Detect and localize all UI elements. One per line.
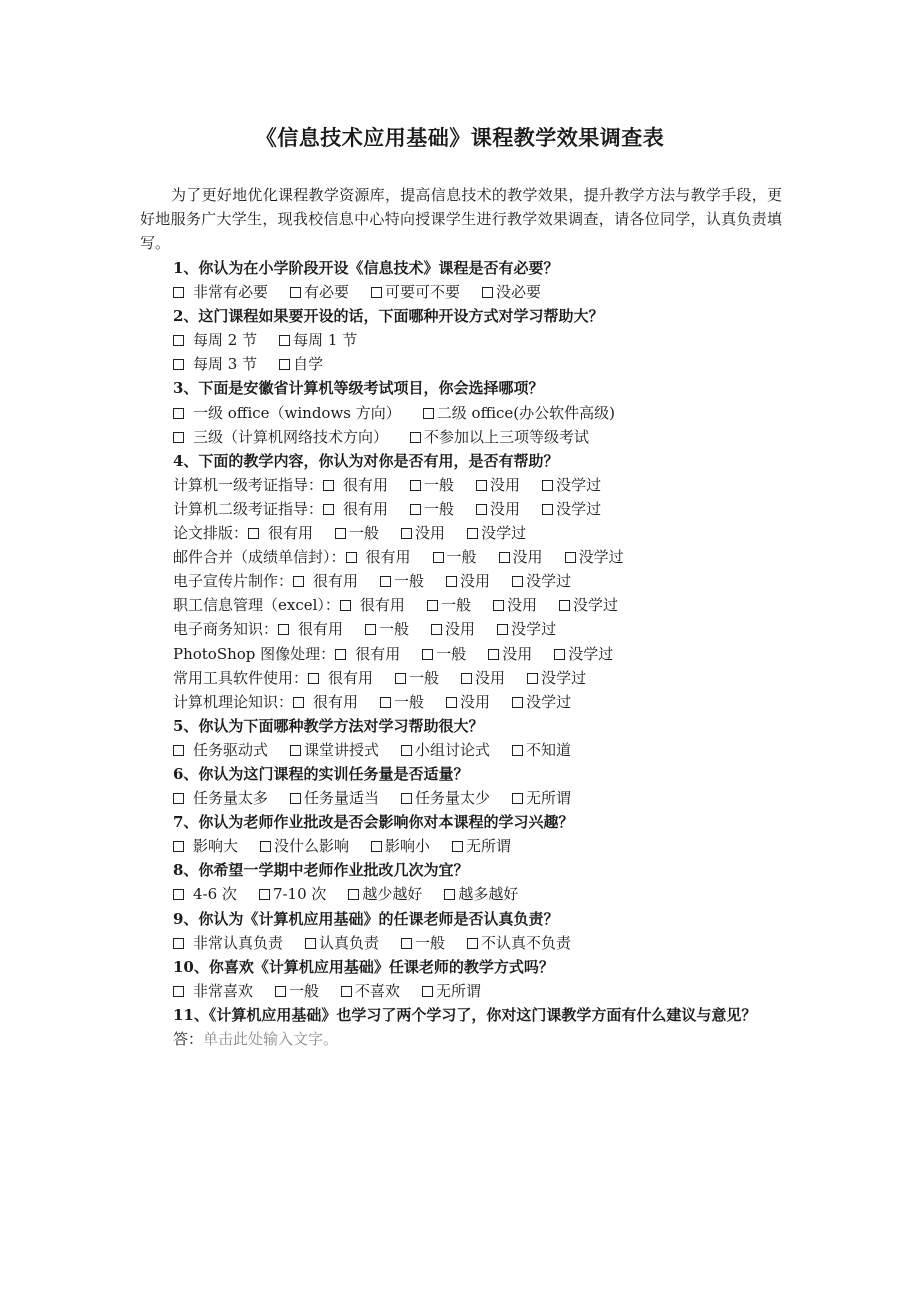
checkbox[interactable] (499, 552, 510, 563)
option-label: 很有用 (343, 475, 389, 494)
checkbox[interactable] (423, 408, 434, 419)
rating-row (173, 497, 793, 521)
checkbox[interactable] (410, 480, 421, 491)
option-row (173, 401, 793, 425)
checkbox[interactable] (173, 432, 184, 443)
option-label: 每周 3 节 (193, 355, 258, 374)
checkbox[interactable] (173, 745, 184, 756)
option[interactable] (173, 401, 401, 425)
question-text: 8、你希望一学期中老师作业批改几次为宜？ (173, 861, 469, 880)
checkbox[interactable] (323, 504, 334, 515)
checkbox[interactable] (275, 986, 286, 997)
checkbox[interactable] (427, 600, 438, 611)
rating-row (173, 545, 793, 569)
option[interactable] (173, 280, 268, 304)
option-label: 每周 2 节 (193, 331, 258, 350)
option-label: 没学过 (578, 548, 624, 567)
option[interactable] (410, 425, 589, 449)
option[interactable] (173, 834, 238, 858)
rating-row (173, 617, 793, 641)
option-label: 没用 (490, 499, 521, 518)
option-label: 没学过 (572, 596, 618, 615)
rating-row (173, 593, 793, 617)
option-label: 一般 (424, 475, 455, 494)
checkbox[interactable] (173, 986, 184, 997)
checkbox[interactable] (542, 504, 553, 515)
option[interactable] (259, 882, 326, 906)
option-label: 没用 (475, 668, 506, 687)
option[interactable] (452, 834, 511, 858)
option[interactable] (476, 473, 520, 497)
option[interactable] (433, 545, 477, 569)
option-row (173, 280, 793, 304)
option-label: 无所谓 (466, 837, 512, 856)
option[interactable] (341, 979, 400, 1003)
option-label: 一般 (440, 596, 471, 615)
checkbox[interactable] (173, 287, 184, 298)
checkbox[interactable] (422, 986, 433, 997)
option[interactable] (279, 352, 323, 376)
option-label: 一般 (289, 981, 320, 1000)
option-row (173, 786, 793, 810)
option-label: 可要可不要 (385, 283, 461, 302)
rating-row (173, 690, 793, 714)
option[interactable] (293, 690, 358, 714)
option-label: 无所谓 (436, 981, 482, 1000)
option[interactable] (173, 882, 237, 906)
option-label: 很有用 (313, 572, 359, 591)
checkbox[interactable] (444, 889, 455, 900)
option-label: 一般 (379, 620, 410, 639)
checkbox[interactable] (380, 576, 391, 587)
rating-label: 邮件合并（成绩单信封）： (173, 548, 346, 567)
option-label: 不参加以上三项等级考试 (424, 427, 590, 446)
rating-label: PhotoShop 图像处理： (173, 644, 336, 663)
option-label: 不认真不负责 (481, 933, 572, 952)
checkbox[interactable] (279, 335, 290, 346)
option[interactable] (365, 617, 409, 641)
option-label: 一般 (349, 524, 380, 543)
option-row (173, 352, 793, 376)
checkbox[interactable] (278, 624, 289, 635)
checkbox[interactable] (341, 986, 352, 997)
checkbox[interactable] (401, 938, 412, 949)
option[interactable] (410, 497, 454, 521)
checkbox[interactable] (476, 480, 487, 491)
option[interactable] (401, 521, 445, 545)
option[interactable] (173, 738, 268, 762)
rating-row (173, 642, 793, 666)
option[interactable] (371, 834, 430, 858)
option[interactable] (497, 617, 556, 641)
checkbox[interactable] (461, 673, 472, 684)
option[interactable] (173, 425, 388, 449)
checkbox[interactable] (527, 673, 538, 684)
option[interactable] (467, 931, 571, 955)
option-label: 没什么影响 (274, 837, 350, 856)
option-row (173, 425, 793, 449)
option-label: 没用 (460, 692, 491, 711)
option[interactable] (346, 545, 411, 569)
rating-row (173, 569, 793, 593)
checkbox[interactable] (173, 889, 184, 900)
option-label: 很有用 (359, 596, 405, 615)
checkbox[interactable] (467, 938, 478, 949)
option-label: 没学过 (568, 644, 614, 663)
intro-paragraph: 为了更好地优化课程教学资源库，提高信息技术的教学效果，提升教学方法与教学手段，更好地服务广大学生，现我校信息中心特向授课学生进行教学效果调查，请各位同学，认真负责填写。 (140, 186, 782, 252)
option[interactable] (260, 834, 349, 858)
option-label: 没学过 (556, 499, 602, 518)
answer-row (173, 1027, 793, 1051)
question-text: 5、你认为下面哪种教学方法对学习帮助很大？ (173, 716, 484, 735)
checkbox[interactable] (512, 697, 523, 708)
option[interactable] (527, 666, 586, 690)
checkbox[interactable] (308, 673, 319, 684)
option[interactable] (423, 401, 615, 425)
checkbox[interactable] (173, 359, 184, 370)
answer-input[interactable]: 单击此处输入文字。 (203, 1030, 339, 1048)
option-label: 越多越好 (458, 885, 519, 904)
option-label: 很有用 (313, 692, 359, 711)
checkbox[interactable] (497, 624, 508, 635)
checkbox[interactable] (401, 745, 412, 756)
option[interactable] (565, 545, 624, 569)
checkbox[interactable] (305, 938, 316, 949)
option-label: 一般 (424, 499, 455, 518)
rating-label: 计算机一级考证指导： (173, 475, 324, 494)
option-label: 没用 (506, 596, 537, 615)
option-label: 没必要 (496, 283, 542, 302)
checkbox[interactable] (512, 793, 523, 804)
checkbox[interactable] (401, 793, 412, 804)
option[interactable] (371, 280, 460, 304)
option[interactable] (335, 642, 400, 666)
question-text: 7、你认为老师作业批改是否会影响你对本课程的学习兴趣？ (173, 813, 574, 832)
option[interactable] (542, 473, 601, 497)
checkbox[interactable] (431, 624, 442, 635)
option[interactable] (173, 786, 268, 810)
option[interactable] (467, 521, 526, 545)
checkbox[interactable] (248, 528, 259, 539)
checkbox[interactable] (512, 745, 523, 756)
option-label: 不知道 (526, 740, 572, 759)
checkbox[interactable] (293, 576, 304, 587)
option-label: 一般 (415, 933, 446, 952)
rating-row (173, 521, 793, 545)
option-label: 非常认真负责 (193, 933, 284, 952)
rating-label: 计算机理论知识： (173, 692, 294, 711)
question-text: 4、下面的教学内容，你认为对你是否有用，是否有帮助？ (173, 451, 559, 470)
checkbox[interactable] (482, 287, 493, 298)
option-label: 没用 (502, 644, 533, 663)
rating-label: 常用工具软件使用： (173, 668, 309, 687)
option-label: 没用 (415, 524, 446, 543)
option-label: 没用 (445, 620, 476, 639)
checkbox[interactable] (422, 649, 433, 660)
option[interactable] (461, 666, 505, 690)
option[interactable] (173, 352, 257, 376)
option[interactable] (380, 569, 424, 593)
checkbox[interactable] (260, 841, 271, 852)
checkbox[interactable] (371, 841, 382, 852)
question-text: 3、下面是安徽省计算机等级考试项目，你会选择哪项？ (173, 379, 544, 398)
option-label: 一般 (394, 692, 425, 711)
checkbox[interactable] (290, 287, 301, 298)
checkbox[interactable] (410, 432, 421, 443)
option[interactable] (248, 521, 313, 545)
option-label: 没学过 (541, 668, 587, 687)
checkbox[interactable] (173, 841, 184, 852)
option[interactable] (380, 690, 424, 714)
option-label: 任务驱动式 (193, 740, 269, 759)
option[interactable] (323, 497, 388, 521)
option[interactable] (340, 593, 405, 617)
option-label: 没学过 (481, 524, 527, 543)
option-label: 没学过 (526, 572, 572, 591)
checkbox[interactable] (323, 480, 334, 491)
rating-label: 职工信息管理（excel）： (173, 596, 340, 615)
option[interactable] (512, 690, 571, 714)
checkbox[interactable] (173, 793, 184, 804)
checkbox[interactable] (554, 649, 565, 660)
checkbox[interactable] (340, 600, 351, 611)
option[interactable] (476, 497, 520, 521)
option-label: 一般 (446, 548, 477, 567)
checkbox[interactable] (476, 504, 487, 515)
answer-label: 答： (173, 1030, 204, 1048)
option[interactable] (323, 473, 388, 497)
option[interactable] (431, 617, 475, 641)
option[interactable] (512, 569, 571, 593)
option-label: 没学过 (556, 475, 602, 494)
checkbox[interactable] (542, 480, 553, 491)
option[interactable] (542, 497, 601, 521)
option[interactable] (493, 593, 537, 617)
option[interactable] (427, 593, 471, 617)
option-label: 很有用 (268, 524, 314, 543)
checkbox[interactable] (410, 504, 421, 515)
option-label: 很有用 (328, 668, 374, 687)
checkbox[interactable] (293, 697, 304, 708)
checkbox[interactable] (401, 528, 412, 539)
option-label: 很有用 (365, 548, 411, 567)
checkbox[interactable] (512, 576, 523, 587)
option[interactable] (401, 786, 490, 810)
question-text: 1、你认为在小学阶段开设《信息技术》课程是否有必要？ (173, 259, 559, 277)
option[interactable] (348, 882, 422, 906)
option-label: 无所谓 (526, 789, 572, 808)
option[interactable] (279, 328, 357, 352)
option-label: 不喜欢 (355, 981, 401, 1000)
checkbox[interactable] (290, 745, 301, 756)
rating-label: 电子商务知识： (173, 620, 279, 639)
checkbox[interactable] (335, 528, 346, 539)
rating-label: 电子宣传片制作： (173, 572, 294, 591)
option[interactable] (275, 979, 319, 1003)
option[interactable] (559, 593, 618, 617)
checkbox[interactable] (452, 841, 463, 852)
option-label: 4-6 次 (193, 885, 237, 904)
option-label: 小组讨论式 (415, 740, 491, 759)
option[interactable] (446, 569, 490, 593)
page-title: 《信息技术应用基础》课程教学效果调查表 (255, 125, 665, 150)
option-row (173, 834, 793, 858)
option[interactable] (410, 473, 454, 497)
option[interactable] (278, 617, 343, 641)
question-list (173, 256, 793, 1051)
option[interactable] (290, 738, 379, 762)
option[interactable] (173, 931, 283, 955)
option[interactable] (293, 569, 358, 593)
option-label: 非常有必要 (193, 283, 269, 302)
option-label: 认真负责 (319, 933, 380, 952)
option[interactable] (512, 738, 571, 762)
option[interactable] (446, 690, 490, 714)
option-label: 自学 (293, 355, 324, 374)
option[interactable] (554, 642, 613, 666)
question-text: 11、《计算机应用基础》也学习了两个学习了，你对这门课教学方面有什么建议与意见？ (173, 1005, 757, 1024)
option[interactable] (444, 882, 518, 906)
option[interactable] (512, 786, 571, 810)
option[interactable] (290, 786, 379, 810)
checkbox[interactable] (290, 793, 301, 804)
option-label: 一般 (436, 644, 467, 663)
option[interactable] (173, 328, 257, 352)
checkbox[interactable] (565, 552, 576, 563)
option-label: 没学过 (511, 620, 557, 639)
rating-label: 论文排版： (173, 524, 249, 543)
checkbox[interactable] (446, 576, 457, 587)
question-text: 9、你认为《计算机应用基础》的任课老师是否认真负责？ (173, 909, 559, 928)
rating-row (173, 473, 793, 497)
checkbox[interactable] (365, 624, 376, 635)
option-label: 没学过 (526, 692, 572, 711)
option[interactable] (395, 666, 439, 690)
option-label: 影响小 (385, 837, 431, 856)
option[interactable] (422, 979, 481, 1003)
option-label: 课堂讲授式 (304, 740, 380, 759)
checkbox[interactable] (446, 697, 457, 708)
option-label: 很有用 (343, 499, 389, 518)
option[interactable] (422, 642, 466, 666)
checkbox[interactable] (493, 600, 504, 611)
option-label: 任务量太多 (193, 789, 269, 808)
checkbox[interactable] (335, 649, 346, 660)
option[interactable] (401, 931, 445, 955)
option-label: 有必要 (304, 283, 350, 302)
checkbox[interactable] (173, 408, 184, 419)
option[interactable] (482, 280, 541, 304)
checkbox[interactable] (467, 528, 478, 539)
option-label: 每周 1 节 (293, 331, 358, 350)
checkbox[interactable] (559, 600, 570, 611)
option-label: 7-10 次 (272, 885, 327, 904)
option-label: 越少越好 (362, 885, 423, 904)
checkbox[interactable] (173, 335, 184, 346)
option-label: 任务量适当 (304, 789, 380, 808)
option[interactable] (173, 979, 253, 1003)
option-label: 一般 (409, 668, 440, 687)
option-label: 没用 (460, 572, 491, 591)
rating-row (173, 666, 793, 690)
option-label: 非常喜欢 (193, 981, 254, 1000)
option[interactable] (305, 931, 379, 955)
option-label: 没用 (490, 475, 521, 494)
option[interactable] (308, 666, 373, 690)
checkbox[interactable] (395, 673, 406, 684)
checkbox[interactable] (279, 359, 290, 370)
option[interactable] (290, 280, 349, 304)
option-label: 影响大 (193, 837, 239, 856)
option-row (173, 882, 793, 906)
question-text: 10、你喜欢《计算机应用基础》任课老师的教学方式吗？ (173, 957, 554, 976)
option-row (173, 979, 793, 1003)
option-label: 一般 (394, 572, 425, 591)
rating-label: 计算机二级考证指导： (173, 499, 324, 518)
checkbox[interactable] (488, 649, 499, 660)
option-label: 没用 (512, 548, 543, 567)
question-text: 2、这门课程如果要开设的话，下面哪种开设方式对学习帮助大？ (173, 307, 604, 326)
checkbox[interactable] (433, 552, 444, 563)
option[interactable] (401, 738, 490, 762)
checkbox[interactable] (380, 697, 391, 708)
option-row (173, 738, 793, 762)
option-label: 三级（计算机网络技术方向） (193, 427, 389, 446)
checkbox[interactable] (259, 889, 270, 900)
option[interactable] (488, 642, 532, 666)
option-label: 很有用 (355, 644, 401, 663)
checkbox[interactable] (348, 889, 359, 900)
option-label: 很有用 (298, 620, 344, 639)
checkbox[interactable] (173, 938, 184, 949)
option-row (173, 931, 793, 955)
option[interactable] (335, 521, 379, 545)
option-label: 任务量太少 (415, 789, 491, 808)
checkbox[interactable] (371, 287, 382, 298)
checkbox[interactable] (346, 552, 357, 563)
question-text: 6、你认为这门课程的实训任务量是否适量？ (173, 764, 469, 783)
option-label: 一级 office（windows 方向） (193, 403, 401, 422)
option-row (173, 328, 793, 352)
option[interactable] (499, 545, 543, 569)
option-label: 二级 office(办公软件高级) (436, 403, 616, 422)
